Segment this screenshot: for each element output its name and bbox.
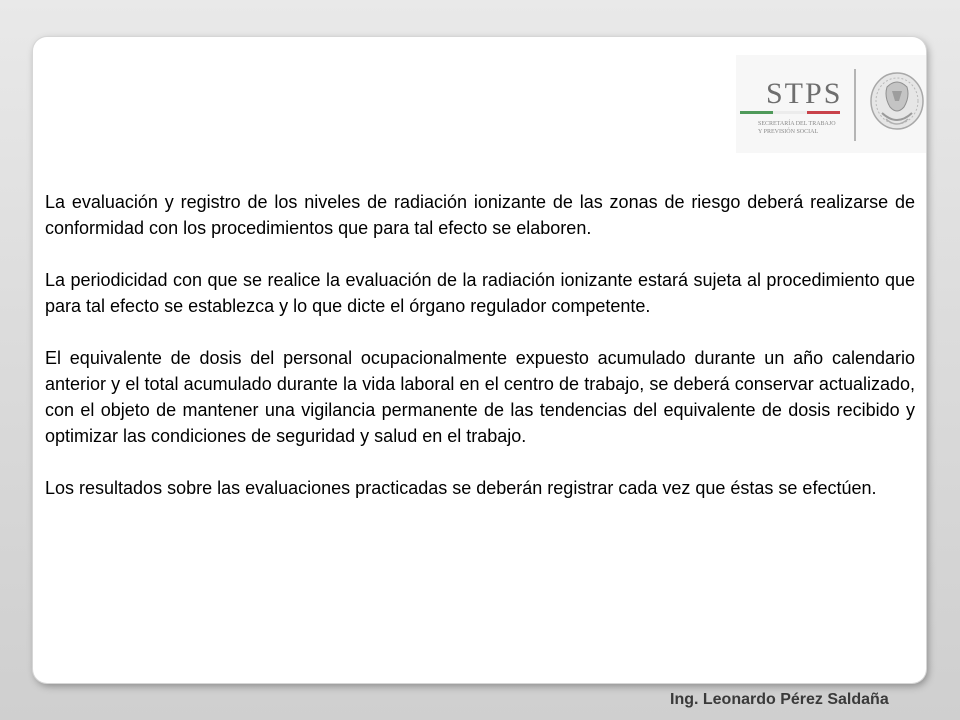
seal-icon <box>868 67 926 141</box>
paragraph-1: La evaluación y registro de los niveles de radiación ionizante de las zonas de riesgo deberá realizarse de conformidad con los procedimientos que para tal efecto se elaboren. <box>45 192 915 238</box>
slide-card <box>33 37 926 683</box>
author-footer: Ing. Leonardo Pérez Saldaña <box>670 691 889 708</box>
flag-white-stripe <box>773 111 806 114</box>
flag-green-stripe <box>740 111 773 114</box>
logo-acronym: STPS <box>766 77 843 110</box>
paragraph-4: Los resultados sobre las evaluaciones practicadas se deberán registrar cada vez que éstas se efectúen. <box>45 478 877 498</box>
logo-divider <box>854 69 856 141</box>
flag-color-bar <box>740 111 840 114</box>
body-text <box>45 189 915 527</box>
stps-logo <box>736 55 926 153</box>
logo-subtitle: SECRETARÍA DEL TRABAJO Y PREVISIÓN SOCIAL <box>758 121 836 135</box>
flag-red-stripe <box>807 111 840 114</box>
paragraph-2: La periodicidad con que se realice la evaluación de la radiación ionizante estará sujeta al procedimiento que para tal efecto se establezca y lo que dicte el órgano regulador competente. <box>45 270 915 316</box>
paragraph-3: El equivalente de dosis del personal ocupacionalmente expuesto acumulado durante un año calendario anterior y el total acumulado durante la vida laboral en el centro de trabajo, se deberá conservar actualizado, con el objeto de mantener una vigilancia permanente de las tendencias del equivalente de dosis recibido y optimizar las condiciones de seguridad y salud en el trabajo. <box>45 348 915 446</box>
